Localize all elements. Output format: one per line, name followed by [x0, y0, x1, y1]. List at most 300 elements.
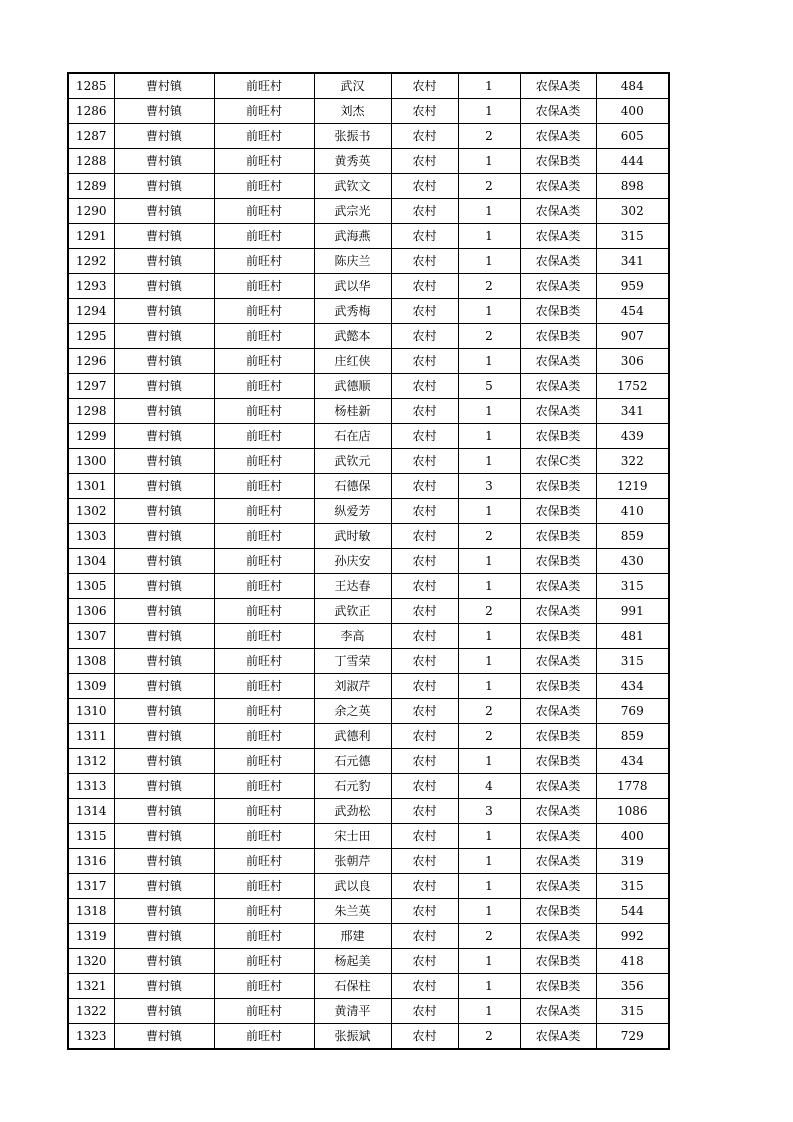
town-cell: 曹村镇 [114, 274, 214, 299]
insurance-category-cell: 农保A类 [520, 374, 596, 399]
row-number-cell: 1317 [68, 874, 114, 899]
row-number-cell: 1320 [68, 949, 114, 974]
village-cell: 前旺村 [214, 224, 314, 249]
data-table [67, 72, 670, 1050]
town-cell: 曹村镇 [114, 799, 214, 824]
town-cell: 曹村镇 [114, 99, 214, 124]
row-number-cell: 1289 [68, 174, 114, 199]
insurance-category-cell: 农保B类 [520, 899, 596, 924]
household-type-cell: 农村 [391, 549, 458, 574]
row-number-cell: 1290 [68, 199, 114, 224]
household-type-cell: 农村 [391, 249, 458, 274]
insurance-category-cell: 农保B类 [520, 549, 596, 574]
amount-cell: 1778 [596, 774, 669, 799]
row-number-cell: 1312 [68, 749, 114, 774]
insurance-category-cell: 农保A类 [520, 1024, 596, 1050]
village-cell: 前旺村 [214, 649, 314, 674]
person-count-cell: 1 [458, 73, 520, 99]
amount-cell: 991 [596, 599, 669, 624]
amount-cell: 315 [596, 649, 669, 674]
town-cell: 曹村镇 [114, 124, 214, 149]
village-cell: 前旺村 [214, 899, 314, 924]
table-row [68, 624, 669, 649]
household-type-cell: 农村 [391, 299, 458, 324]
name-cell: 孙庆安 [314, 549, 391, 574]
row-number-cell: 1309 [68, 674, 114, 699]
amount-cell: 319 [596, 849, 669, 874]
amount-cell: 454 [596, 299, 669, 324]
person-count-cell: 1 [458, 899, 520, 924]
name-cell: 庄红侠 [314, 349, 391, 374]
row-number-cell: 1305 [68, 574, 114, 599]
village-cell: 前旺村 [214, 474, 314, 499]
insurance-category-cell: 农保B类 [520, 949, 596, 974]
table-body [68, 73, 669, 1049]
person-count-cell: 1 [458, 299, 520, 324]
household-type-cell: 农村 [391, 599, 458, 624]
household-type-cell: 农村 [391, 624, 458, 649]
row-number-cell: 1311 [68, 724, 114, 749]
amount-cell: 1086 [596, 799, 669, 824]
table-row [68, 524, 669, 549]
table-row [68, 499, 669, 524]
village-cell: 前旺村 [214, 449, 314, 474]
amount-cell: 1752 [596, 374, 669, 399]
town-cell: 曹村镇 [114, 474, 214, 499]
name-cell: 宋士田 [314, 824, 391, 849]
household-type-cell: 农村 [391, 449, 458, 474]
name-cell: 石在店 [314, 424, 391, 449]
household-type-cell: 农村 [391, 924, 458, 949]
row-number-cell: 1291 [68, 224, 114, 249]
person-count-cell: 2 [458, 599, 520, 624]
name-cell: 刘杰 [314, 99, 391, 124]
town-cell: 曹村镇 [114, 424, 214, 449]
row-number-cell: 1286 [68, 99, 114, 124]
name-cell: 武德顺 [314, 374, 391, 399]
insurance-category-cell: 农保A类 [520, 199, 596, 224]
table-row [68, 699, 669, 724]
amount-cell: 322 [596, 449, 669, 474]
name-cell: 邢建 [314, 924, 391, 949]
amount-cell: 341 [596, 399, 669, 424]
name-cell: 武秀梅 [314, 299, 391, 324]
table-row [68, 824, 669, 849]
household-type-cell: 农村 [391, 374, 458, 399]
row-number-cell: 1296 [68, 349, 114, 374]
amount-cell: 859 [596, 724, 669, 749]
table-row [68, 349, 669, 374]
name-cell: 武钦正 [314, 599, 391, 624]
amount-cell: 410 [596, 499, 669, 524]
town-cell: 曹村镇 [114, 899, 214, 924]
table-row [68, 249, 669, 274]
village-cell: 前旺村 [214, 824, 314, 849]
village-cell: 前旺村 [214, 849, 314, 874]
table-row [68, 724, 669, 749]
household-type-cell: 农村 [391, 674, 458, 699]
person-count-cell: 1 [458, 624, 520, 649]
name-cell: 武劲松 [314, 799, 391, 824]
village-cell: 前旺村 [214, 499, 314, 524]
town-cell: 曹村镇 [114, 224, 214, 249]
town-cell: 曹村镇 [114, 749, 214, 774]
amount-cell: 400 [596, 99, 669, 124]
village-cell: 前旺村 [214, 599, 314, 624]
amount-cell: 484 [596, 73, 669, 99]
amount-cell: 400 [596, 824, 669, 849]
village-cell: 前旺村 [214, 99, 314, 124]
amount-cell: 1219 [596, 474, 669, 499]
row-number-cell: 1301 [68, 474, 114, 499]
town-cell: 曹村镇 [114, 549, 214, 574]
name-cell: 武海燕 [314, 224, 391, 249]
row-number-cell: 1314 [68, 799, 114, 824]
person-count-cell: 2 [458, 924, 520, 949]
name-cell: 武时敏 [314, 524, 391, 549]
table-row [68, 799, 669, 824]
name-cell: 武钦文 [314, 174, 391, 199]
name-cell: 石保柱 [314, 974, 391, 999]
household-type-cell: 农村 [391, 124, 458, 149]
table-row [68, 124, 669, 149]
insurance-category-cell: 农保C类 [520, 449, 596, 474]
person-count-cell: 1 [458, 424, 520, 449]
household-type-cell: 农村 [391, 474, 458, 499]
town-cell: 曹村镇 [114, 174, 214, 199]
village-cell: 前旺村 [214, 374, 314, 399]
table-row [68, 549, 669, 574]
household-type-cell: 农村 [391, 174, 458, 199]
row-number-cell: 1295 [68, 324, 114, 349]
person-count-cell: 1 [458, 224, 520, 249]
amount-cell: 306 [596, 349, 669, 374]
person-count-cell: 2 [458, 724, 520, 749]
name-cell: 张振书 [314, 124, 391, 149]
household-type-cell: 农村 [391, 399, 458, 424]
person-count-cell: 2 [458, 124, 520, 149]
table-row [68, 174, 669, 199]
person-count-cell: 1 [458, 574, 520, 599]
household-type-cell: 农村 [391, 324, 458, 349]
household-type-cell: 农村 [391, 974, 458, 999]
name-cell: 丁雪荣 [314, 649, 391, 674]
person-count-cell: 1 [458, 199, 520, 224]
insurance-category-cell: 农保A类 [520, 399, 596, 424]
table-row [68, 574, 669, 599]
name-cell: 纵爱芳 [314, 499, 391, 524]
name-cell: 武宗光 [314, 199, 391, 224]
amount-cell: 434 [596, 749, 669, 774]
town-cell: 曹村镇 [114, 974, 214, 999]
person-count-cell: 1 [458, 874, 520, 899]
name-cell: 武汉 [314, 73, 391, 99]
town-cell: 曹村镇 [114, 324, 214, 349]
household-type-cell: 农村 [391, 349, 458, 374]
row-number-cell: 1315 [68, 824, 114, 849]
amount-cell: 959 [596, 274, 669, 299]
person-count-cell: 2 [458, 1024, 520, 1050]
insurance-category-cell: 农保B类 [520, 424, 596, 449]
village-cell: 前旺村 [214, 549, 314, 574]
household-type-cell: 农村 [391, 999, 458, 1024]
village-cell: 前旺村 [214, 524, 314, 549]
household-type-cell: 农村 [391, 824, 458, 849]
village-cell: 前旺村 [214, 299, 314, 324]
person-count-cell: 1 [458, 449, 520, 474]
row-number-cell: 1288 [68, 149, 114, 174]
insurance-category-cell: 农保A类 [520, 574, 596, 599]
town-cell: 曹村镇 [114, 1024, 214, 1050]
amount-cell: 729 [596, 1024, 669, 1050]
village-cell: 前旺村 [214, 624, 314, 649]
table-row [68, 399, 669, 424]
name-cell: 武德利 [314, 724, 391, 749]
insurance-category-cell: 农保A类 [520, 999, 596, 1024]
insurance-category-cell: 农保B类 [520, 299, 596, 324]
row-number-cell: 1316 [68, 849, 114, 874]
table-row [68, 999, 669, 1024]
town-cell: 曹村镇 [114, 849, 214, 874]
household-type-cell: 农村 [391, 424, 458, 449]
insurance-category-cell: 农保A类 [520, 924, 596, 949]
name-cell: 张振斌 [314, 1024, 391, 1050]
insurance-category-cell: 农保B类 [520, 524, 596, 549]
household-type-cell: 农村 [391, 73, 458, 99]
row-number-cell: 1303 [68, 524, 114, 549]
village-cell: 前旺村 [214, 574, 314, 599]
insurance-category-cell: 农保B类 [520, 674, 596, 699]
insurance-category-cell: 农保A类 [520, 774, 596, 799]
amount-cell: 434 [596, 674, 669, 699]
amount-cell: 315 [596, 224, 669, 249]
table-row [68, 424, 669, 449]
insurance-category-cell: 农保A类 [520, 699, 596, 724]
household-type-cell: 农村 [391, 799, 458, 824]
name-cell: 李高 [314, 624, 391, 649]
town-cell: 曹村镇 [114, 199, 214, 224]
amount-cell: 302 [596, 199, 669, 224]
village-cell: 前旺村 [214, 799, 314, 824]
village-cell: 前旺村 [214, 73, 314, 99]
table-row [68, 374, 669, 399]
insurance-category-cell: 农保A类 [520, 649, 596, 674]
person-count-cell: 4 [458, 774, 520, 799]
row-number-cell: 1285 [68, 73, 114, 99]
table-row [68, 73, 669, 99]
amount-cell: 481 [596, 624, 669, 649]
insurance-category-cell: 农保A类 [520, 73, 596, 99]
insurance-category-cell: 农保A类 [520, 599, 596, 624]
name-cell: 杨起美 [314, 949, 391, 974]
insurance-category-cell: 农保A类 [520, 274, 596, 299]
amount-cell: 315 [596, 574, 669, 599]
row-number-cell: 1318 [68, 899, 114, 924]
name-cell: 刘淑芹 [314, 674, 391, 699]
row-number-cell: 1297 [68, 374, 114, 399]
village-cell: 前旺村 [214, 1024, 314, 1050]
village-cell: 前旺村 [214, 274, 314, 299]
table-row [68, 774, 669, 799]
row-number-cell: 1293 [68, 274, 114, 299]
village-cell: 前旺村 [214, 699, 314, 724]
row-number-cell: 1308 [68, 649, 114, 674]
village-cell: 前旺村 [214, 399, 314, 424]
village-cell: 前旺村 [214, 774, 314, 799]
insurance-category-cell: 农保B类 [520, 499, 596, 524]
town-cell: 曹村镇 [114, 399, 214, 424]
village-cell: 前旺村 [214, 999, 314, 1024]
table-row [68, 474, 669, 499]
table-row [68, 299, 669, 324]
row-number-cell: 1292 [68, 249, 114, 274]
household-type-cell: 农村 [391, 774, 458, 799]
name-cell: 朱兰英 [314, 899, 391, 924]
table-row [68, 949, 669, 974]
insurance-category-cell: 农保A类 [520, 799, 596, 824]
person-count-cell: 2 [458, 324, 520, 349]
name-cell: 武懿本 [314, 324, 391, 349]
town-cell: 曹村镇 [114, 374, 214, 399]
person-count-cell: 1 [458, 399, 520, 424]
table-row [68, 224, 669, 249]
table-row [68, 1024, 669, 1050]
name-cell: 黄秀英 [314, 149, 391, 174]
person-count-cell: 2 [458, 699, 520, 724]
household-type-cell: 农村 [391, 724, 458, 749]
insurance-category-cell: 农保B类 [520, 324, 596, 349]
name-cell: 王达春 [314, 574, 391, 599]
table-row [68, 324, 669, 349]
household-type-cell: 农村 [391, 224, 458, 249]
town-cell: 曹村镇 [114, 874, 214, 899]
town-cell: 曹村镇 [114, 574, 214, 599]
person-count-cell: 1 [458, 349, 520, 374]
household-type-cell: 农村 [391, 99, 458, 124]
name-cell: 张朝芹 [314, 849, 391, 874]
name-cell: 武以华 [314, 274, 391, 299]
town-cell: 曹村镇 [114, 924, 214, 949]
row-number-cell: 1321 [68, 974, 114, 999]
insurance-category-cell: 农保A类 [520, 224, 596, 249]
town-cell: 曹村镇 [114, 774, 214, 799]
town-cell: 曹村镇 [114, 699, 214, 724]
name-cell: 石元德 [314, 749, 391, 774]
insurance-category-cell: 农保A类 [520, 124, 596, 149]
person-count-cell: 1 [458, 999, 520, 1024]
village-cell: 前旺村 [214, 199, 314, 224]
person-count-cell: 1 [458, 549, 520, 574]
household-type-cell: 农村 [391, 199, 458, 224]
village-cell: 前旺村 [214, 949, 314, 974]
person-count-cell: 1 [458, 249, 520, 274]
row-number-cell: 1313 [68, 774, 114, 799]
table-row [68, 674, 669, 699]
name-cell: 陈庆兰 [314, 249, 391, 274]
row-number-cell: 1310 [68, 699, 114, 724]
row-number-cell: 1300 [68, 449, 114, 474]
person-count-cell: 2 [458, 174, 520, 199]
name-cell: 石元豹 [314, 774, 391, 799]
village-cell: 前旺村 [214, 349, 314, 374]
person-count-cell: 5 [458, 374, 520, 399]
insurance-category-cell: 农保A类 [520, 99, 596, 124]
row-number-cell: 1323 [68, 1024, 114, 1050]
household-type-cell: 农村 [391, 849, 458, 874]
insurance-category-cell: 农保B类 [520, 974, 596, 999]
amount-cell: 315 [596, 999, 669, 1024]
town-cell: 曹村镇 [114, 824, 214, 849]
amount-cell: 898 [596, 174, 669, 199]
amount-cell: 418 [596, 949, 669, 974]
household-type-cell: 农村 [391, 899, 458, 924]
town-cell: 曹村镇 [114, 449, 214, 474]
table-row [68, 749, 669, 774]
person-count-cell: 1 [458, 849, 520, 874]
town-cell: 曹村镇 [114, 724, 214, 749]
household-type-cell: 农村 [391, 949, 458, 974]
table-row [68, 99, 669, 124]
town-cell: 曹村镇 [114, 499, 214, 524]
household-type-cell: 农村 [391, 149, 458, 174]
insurance-category-cell: 农保B类 [520, 149, 596, 174]
insurance-category-cell: 农保A类 [520, 349, 596, 374]
household-type-cell: 农村 [391, 274, 458, 299]
town-cell: 曹村镇 [114, 599, 214, 624]
amount-cell: 430 [596, 549, 669, 574]
table-row [68, 849, 669, 874]
insurance-category-cell: 农保B类 [520, 624, 596, 649]
town-cell: 曹村镇 [114, 949, 214, 974]
town-cell: 曹村镇 [114, 299, 214, 324]
row-number-cell: 1287 [68, 124, 114, 149]
amount-cell: 444 [596, 149, 669, 174]
amount-cell: 439 [596, 424, 669, 449]
household-type-cell: 农村 [391, 649, 458, 674]
person-count-cell: 1 [458, 749, 520, 774]
village-cell: 前旺村 [214, 974, 314, 999]
person-count-cell: 3 [458, 474, 520, 499]
person-count-cell: 1 [458, 824, 520, 849]
amount-cell: 907 [596, 324, 669, 349]
name-cell: 余之英 [314, 699, 391, 724]
row-number-cell: 1294 [68, 299, 114, 324]
village-cell: 前旺村 [214, 149, 314, 174]
row-number-cell: 1322 [68, 999, 114, 1024]
insurance-category-cell: 农保A类 [520, 824, 596, 849]
village-cell: 前旺村 [214, 174, 314, 199]
town-cell: 曹村镇 [114, 349, 214, 374]
person-count-cell: 1 [458, 949, 520, 974]
person-count-cell: 1 [458, 974, 520, 999]
table-row [68, 199, 669, 224]
amount-cell: 769 [596, 699, 669, 724]
village-cell: 前旺村 [214, 874, 314, 899]
person-count-cell: 3 [458, 799, 520, 824]
village-cell: 前旺村 [214, 674, 314, 699]
village-cell: 前旺村 [214, 324, 314, 349]
village-cell: 前旺村 [214, 749, 314, 774]
row-number-cell: 1302 [68, 499, 114, 524]
amount-cell: 859 [596, 524, 669, 549]
table-row [68, 599, 669, 624]
town-cell: 曹村镇 [114, 624, 214, 649]
household-type-cell: 农村 [391, 1024, 458, 1050]
insurance-category-cell: 农保B类 [520, 474, 596, 499]
village-cell: 前旺村 [214, 924, 314, 949]
name-cell: 杨桂新 [314, 399, 391, 424]
person-count-cell: 1 [458, 99, 520, 124]
